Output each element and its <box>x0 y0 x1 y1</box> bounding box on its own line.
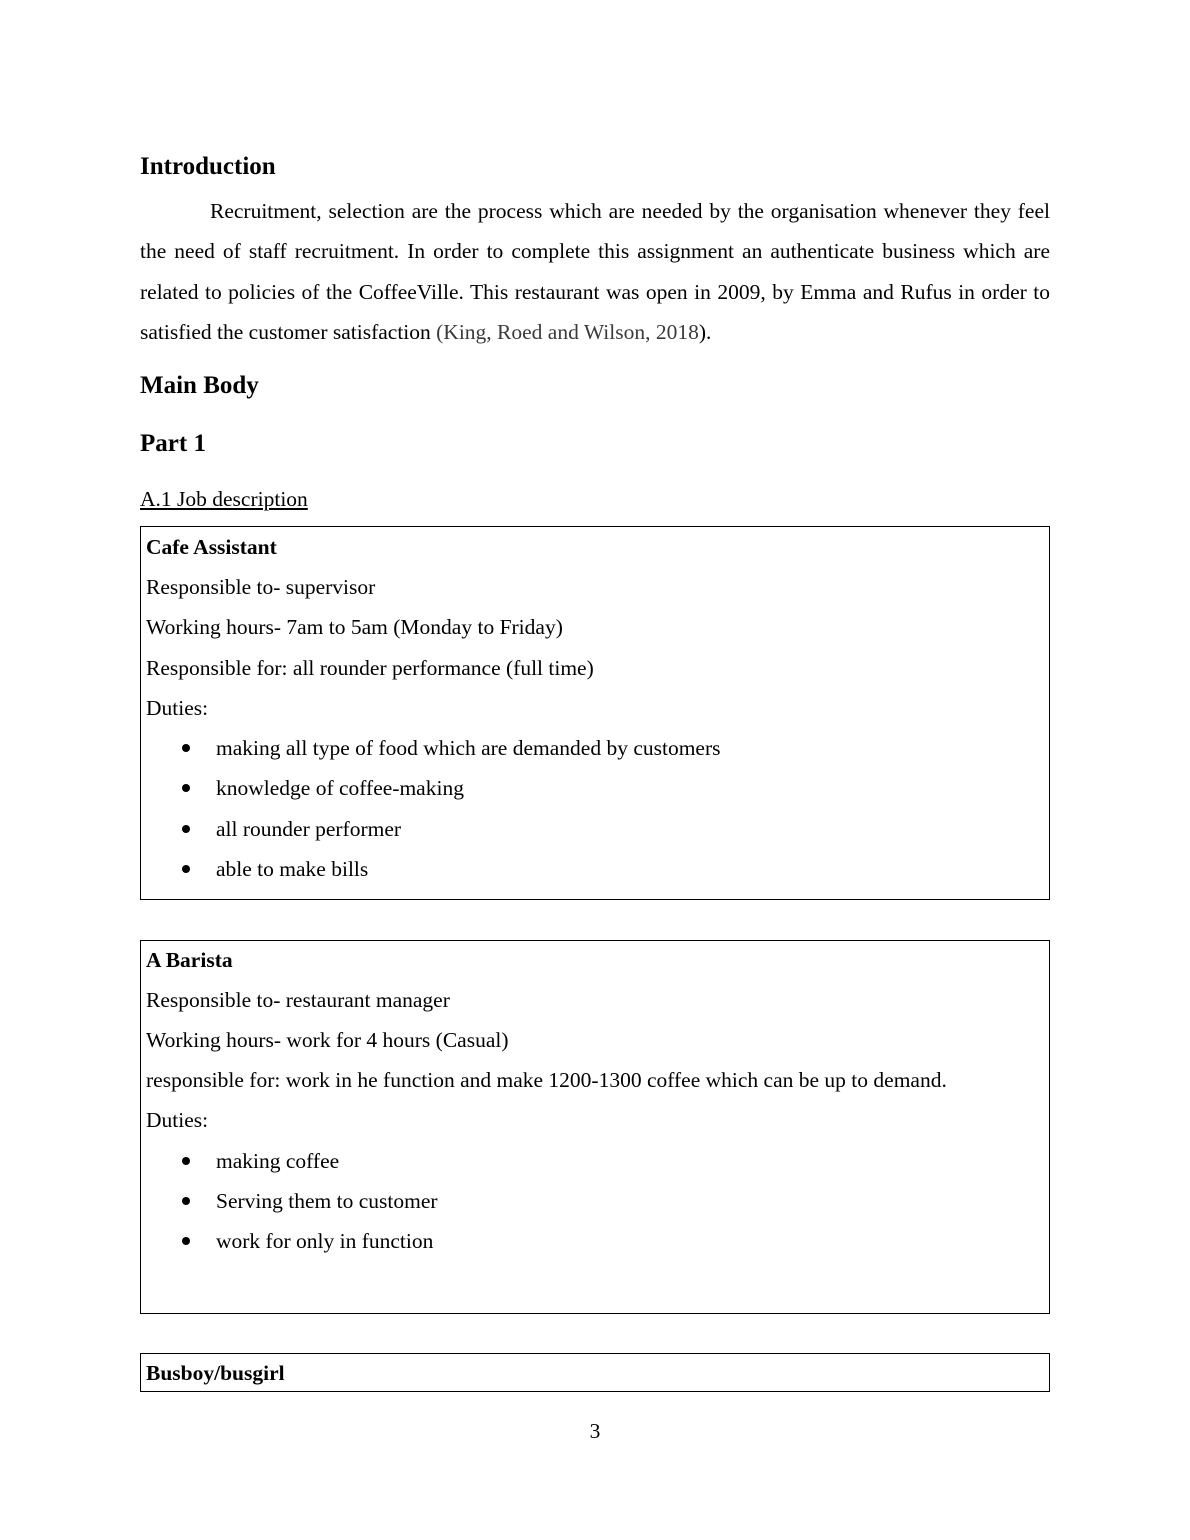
job-box-barista <box>140 940 1050 1314</box>
job-title: Cafe Assistant <box>146 535 277 559</box>
citation-end: ). <box>698 319 712 344</box>
citation: (King, Roed and Wilson, 2018 <box>436 319 699 344</box>
bullet-icon <box>182 784 190 792</box>
bullet-icon <box>182 865 190 873</box>
job-box-cafe-assistant <box>140 526 1050 900</box>
introduction-heading: Introduction <box>140 153 276 180</box>
bullet-icon <box>182 1237 190 1245</box>
duty-text: making coffee <box>216 1149 340 1173</box>
part-1-heading: Part 1 <box>140 430 206 457</box>
responsible-for: responsible for: work in he function and make 1200-1300 coffee which can be up to demand. <box>146 1068 947 1092</box>
responsible-to: Responsible to- supervisor <box>146 575 376 599</box>
bullet-icon <box>182 1197 190 1205</box>
job-title: A Barista <box>146 948 233 972</box>
duty-text: making all type of food which are demanded by customers <box>216 736 721 760</box>
responsible-to: Responsible to- restaurant manager <box>146 988 450 1012</box>
working-hours: Working hours- work for 4 hours (Casual) <box>146 1028 509 1052</box>
introduction-paragraph <box>140 191 1050 352</box>
job-box-busboy <box>140 1353 1050 1392</box>
bullet-icon <box>182 825 190 833</box>
duty-text: all rounder performer <box>216 817 402 841</box>
duty-text: able to make bills <box>216 857 369 881</box>
duties-label: Duties: <box>146 1108 209 1132</box>
job-title: Busboy/busgirl <box>146 1361 285 1385</box>
duty-text: knowledge of coffee-making <box>216 776 464 800</box>
bullet-icon <box>182 744 190 752</box>
job-description-heading: A.1 Job description <box>140 487 308 511</box>
duties-label: Duties: <box>146 696 209 720</box>
responsible-for: Responsible for: all rounder performance (full time) <box>146 656 594 680</box>
duty-text: Serving them to customer <box>216 1189 438 1213</box>
page-number: 3 <box>589 1419 601 1443</box>
duty-text: work for only in function <box>216 1229 434 1253</box>
bullet-icon <box>182 1157 190 1165</box>
main-body-heading: Main Body <box>140 372 259 399</box>
working-hours: Working hours- 7am to 5am (Monday to Friday) <box>146 615 563 639</box>
introduction-text: Recruitment, selection are the process which are needed by the organisation whenever they feel the need of staff recruitment. In order to complete this assignment an authenticate business which are related to policies of the CoffeeVille. This restaurant was open in 2009, by Emma and Rufus in order to satisfied the customer satisfaction <box>140 199 1050 344</box>
